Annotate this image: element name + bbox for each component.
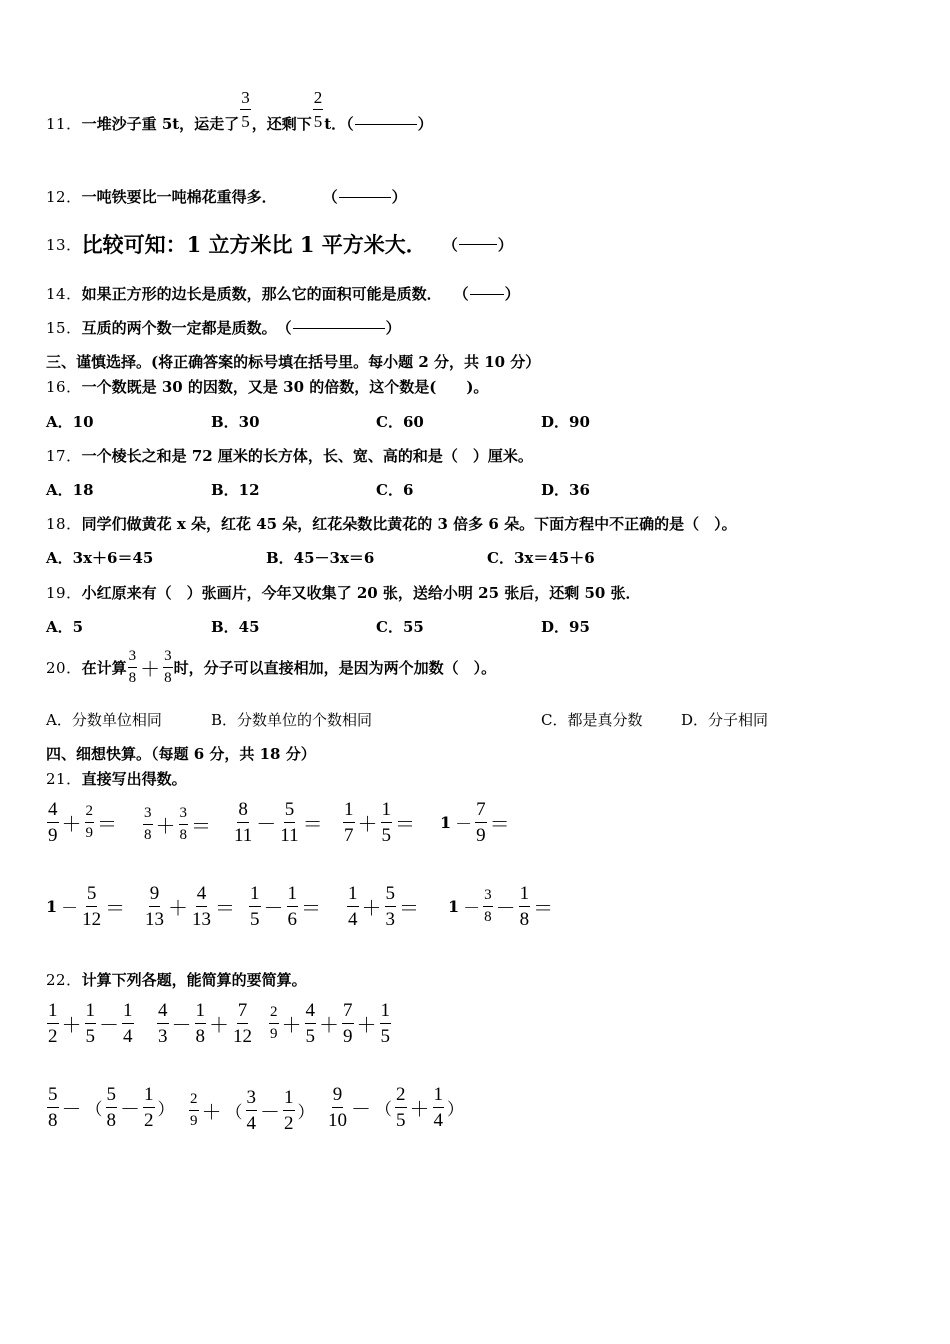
question-text: 一堆沙子重 5t，运走了 bbox=[81, 115, 240, 133]
option-c[interactable]: C．3x＝45＋6 bbox=[487, 549, 595, 567]
calc-expression: $\frac{4}{9}$ ＋ $\frac{2}{9}$ ＝ bbox=[48, 799, 117, 846]
question-text: 小红原来有（ ）张画片，今年又收集了 20 张，送给小明 25 张后，还剩 50 张． bbox=[81, 584, 641, 602]
question-13 bbox=[46, 229, 513, 259]
question-22 bbox=[46, 969, 307, 990]
close-paren: ） bbox=[391, 188, 407, 206]
calc-expression: $\frac{1}{4}$ ＋ $\frac{5}{3}$ ＝ bbox=[348, 883, 419, 930]
question-number: 21． bbox=[46, 770, 82, 788]
answer-blank[interactable] bbox=[459, 243, 497, 245]
fraction: $\frac{3}{5}$ bbox=[241, 88, 250, 131]
calc-expression: $\frac{3}{8}$ ＋ $\frac{3}{8}$ ＝ bbox=[144, 805, 211, 843]
option-d[interactable]: D．36 bbox=[541, 481, 590, 499]
option-d[interactable]: D．分子相同 bbox=[681, 711, 769, 729]
calc-expression: $\frac{1}{5}$ － $\frac{1}{6}$ ＝ bbox=[250, 883, 321, 930]
calc-expression: $\frac{2}{9}$ ＋ （ $\frac{3}{4}$ － $\frac{1}{2}$ ） bbox=[190, 1087, 315, 1134]
option-d[interactable]: D．90 bbox=[541, 413, 590, 431]
question-text: 比较可知：1 立方米比 1 平方米大． bbox=[81, 232, 427, 257]
option-a[interactable]: A．10 bbox=[46, 413, 94, 431]
option-b[interactable]: B．12 bbox=[211, 481, 260, 499]
answer-blank[interactable] bbox=[470, 293, 504, 295]
option-a[interactable]: A．5 bbox=[46, 618, 84, 636]
question-16 bbox=[46, 376, 488, 397]
question-text: 互质的两个数一定都是质数。 bbox=[81, 319, 277, 337]
option-d[interactable]: D．95 bbox=[541, 618, 590, 636]
option-c[interactable]: C．都是真分数 bbox=[541, 711, 643, 729]
close-paren: ） bbox=[497, 235, 513, 254]
question-text: 在计算 bbox=[81, 659, 127, 677]
calc-expression: 1 － $\frac{5}{12}$ ＝ bbox=[46, 883, 126, 930]
calc-expression: 1 － $\frac{7}{9}$ ＝ bbox=[440, 799, 510, 846]
section-3-heading: 三、谨慎选择。(将正确答案的标号填在括号里。每小题 2 分，共 10 分） bbox=[46, 353, 541, 371]
option-c[interactable]: C．6 bbox=[376, 481, 414, 499]
question-12 bbox=[46, 186, 407, 207]
section-4-heading: 四、细想快算。（每题 6 分，共 18 分） bbox=[46, 745, 316, 763]
option-c[interactable]: C．55 bbox=[376, 618, 424, 636]
calc-expression: $\frac{9}{13}$ ＋ $\frac{4}{13}$ ＝ bbox=[145, 883, 235, 930]
question-19 bbox=[46, 582, 641, 603]
fraction: $\frac{3}{8}$ bbox=[128, 648, 137, 686]
question-21 bbox=[46, 768, 187, 789]
question-number: 14． bbox=[46, 285, 82, 303]
question-number: 15． bbox=[46, 319, 82, 337]
question-18 bbox=[46, 513, 737, 534]
calc-expression: $\frac{4}{3}$ － $\frac{1}{8}$ ＋ $\frac{7}{12}$ bbox=[158, 1000, 252, 1047]
answer-blank[interactable] bbox=[355, 123, 417, 125]
question-number: 18． bbox=[46, 515, 82, 533]
question-text: 一吨铁要比一吨棉花重得多． bbox=[81, 188, 277, 206]
calc-expression: $\frac{5}{8}$ － （ $\frac{5}{8}$ － $\frac{1}{2}$ ） bbox=[48, 1084, 175, 1131]
option-b[interactable]: B．分数单位的个数相同 bbox=[211, 711, 373, 729]
question-number: 16． bbox=[46, 378, 82, 396]
calc-expression: $\frac{8}{11}$ － $\frac{5}{11}$ ＝ bbox=[234, 799, 323, 846]
question-number: 12． bbox=[46, 188, 82, 206]
question-text: 计算下列各题，能简算的要简算。 bbox=[81, 971, 307, 989]
question-number: 19． bbox=[46, 584, 82, 602]
question-number: 17． bbox=[46, 447, 82, 465]
calc-expression: $\frac{9}{10}$ － （ $\frac{2}{5}$ ＋ $\frac{1}{4}$ ） bbox=[328, 1084, 464, 1131]
calc-expression: $\frac{1}{7}$ ＋ $\frac{1}{5}$ ＝ bbox=[344, 799, 415, 846]
question-14 bbox=[46, 283, 520, 304]
option-b[interactable]: B．45 bbox=[211, 618, 260, 636]
fraction: $\frac{3}{8}$ bbox=[164, 648, 172, 686]
calc-expression: $\frac{1}{2}$ ＋ $\frac{1}{5}$ － $\frac{1}{4}$ bbox=[48, 1000, 133, 1047]
question-20 bbox=[46, 649, 496, 686]
option-a[interactable]: A．分数单位相同 bbox=[46, 711, 162, 729]
question-17 bbox=[46, 445, 533, 466]
answer-blank[interactable] bbox=[339, 196, 391, 198]
calc-expression: 1 － $\frac{3}{8}$ － $\frac{1}{8}$ ＝ bbox=[448, 883, 554, 930]
close-paren: ） bbox=[417, 115, 433, 133]
question-text: ，还剩下 bbox=[251, 115, 312, 133]
question-text: 一个数既是 30 的因数，又是 30 的倍数，这个数是( )。 bbox=[81, 378, 489, 396]
option-a[interactable]: A．18 bbox=[46, 481, 94, 499]
question-text: 一个棱长之和是 72 厘米的长方体，长、宽、高的和是（ ）厘米。 bbox=[81, 447, 533, 465]
question-number: 20． bbox=[46, 659, 82, 677]
calc-expression: $\frac{2}{9}$ ＋ $\frac{4}{5}$ ＋ $\frac{7}{9}$ ＋ $\frac{1}{5}$ bbox=[270, 1000, 390, 1047]
option-b[interactable]: B．30 bbox=[211, 413, 260, 431]
open-paren: （ bbox=[453, 285, 469, 303]
option-c[interactable]: C．60 bbox=[376, 413, 424, 431]
question-text: 直接写出得数。 bbox=[81, 770, 187, 788]
close-paren: ） bbox=[504, 285, 520, 303]
option-b[interactable]: B．45－3x＝6 bbox=[266, 549, 375, 567]
fraction: $\frac{2}{5}$ bbox=[313, 88, 323, 131]
question-15 bbox=[46, 317, 401, 338]
close-paren: ） bbox=[385, 319, 401, 337]
question-number: 11． bbox=[46, 115, 82, 133]
open-paren: （ bbox=[442, 235, 458, 254]
open-paren: （ bbox=[322, 188, 338, 206]
question-11 bbox=[46, 88, 433, 144]
question-text: t．（ bbox=[324, 115, 354, 133]
question-number: 13． bbox=[46, 235, 82, 254]
option-a[interactable]: A．3x＋6＝45 bbox=[46, 549, 154, 567]
plus-sign: ＋ bbox=[140, 657, 161, 681]
question-text: 同学们做黄花 x 朵，红花 45 朵，红花朵数比黄花的 3 倍多 6 朵。下面方程中不正确的是（ ）。 bbox=[81, 515, 737, 533]
question-text: 如果正方形的边长是质数，那么它的面积可能是质数． bbox=[81, 285, 442, 303]
question-text: 时，分子可以直接相加，是因为两个加数（ ）。 bbox=[173, 659, 497, 677]
open-paren: （ bbox=[276, 319, 292, 337]
question-number: 22． bbox=[46, 971, 82, 989]
answer-blank[interactable] bbox=[293, 327, 385, 329]
